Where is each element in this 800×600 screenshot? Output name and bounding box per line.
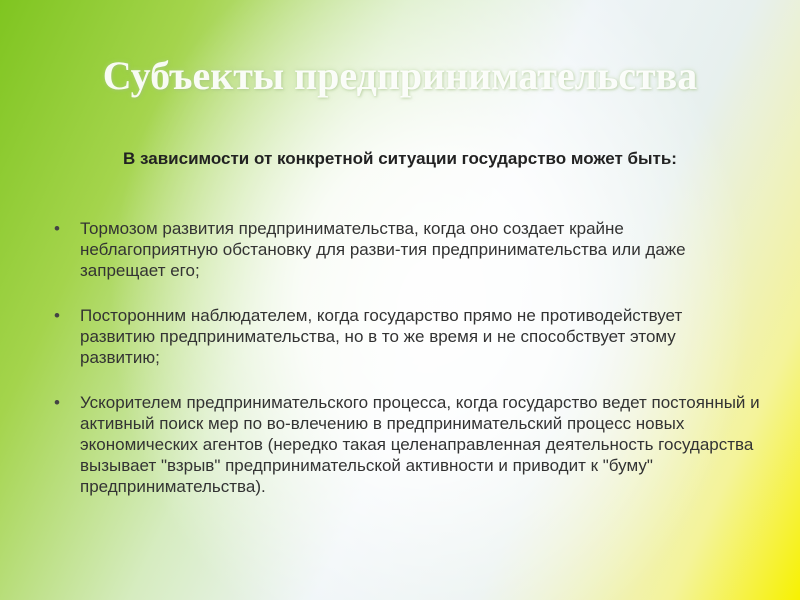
bullet-item: [54, 392, 760, 497]
bullet-text: Ускорителем предпринимательского процесса, когда государство ведет постоянный и активный поиск мер по во-влечению в предпринимательский процесс новых экономических агентов (нередко такая целенаправленная деятельность государства вызывает "взрыв" предпринимательской активности и приводит к "буму" предпринимательства).: [80, 393, 760, 496]
slide-title: Субъекты предпринимательства: [102, 53, 698, 98]
bullet-icon: •: [54, 393, 60, 412]
bullet-item: [54, 218, 760, 281]
slide-subtitle: В зависимости от конкретной ситуации государство может быть:: [123, 149, 677, 168]
bullet-item: [54, 305, 760, 368]
bullet-list: [54, 218, 760, 521]
bullet-icon: •: [54, 306, 60, 325]
bullet-text: Посторонним наблюдателем, когда государство прямо не противодействует развитию предпринимательства, но в то же время и не способствует этому развитию;: [80, 306, 683, 367]
bullet-icon: •: [54, 219, 60, 238]
bullet-text: Тормозом развития предпринимательства, когда оно создает крайне неблагоприятную обстановку для разви-тия предпринимательства или даже запрещает его;: [80, 219, 686, 280]
